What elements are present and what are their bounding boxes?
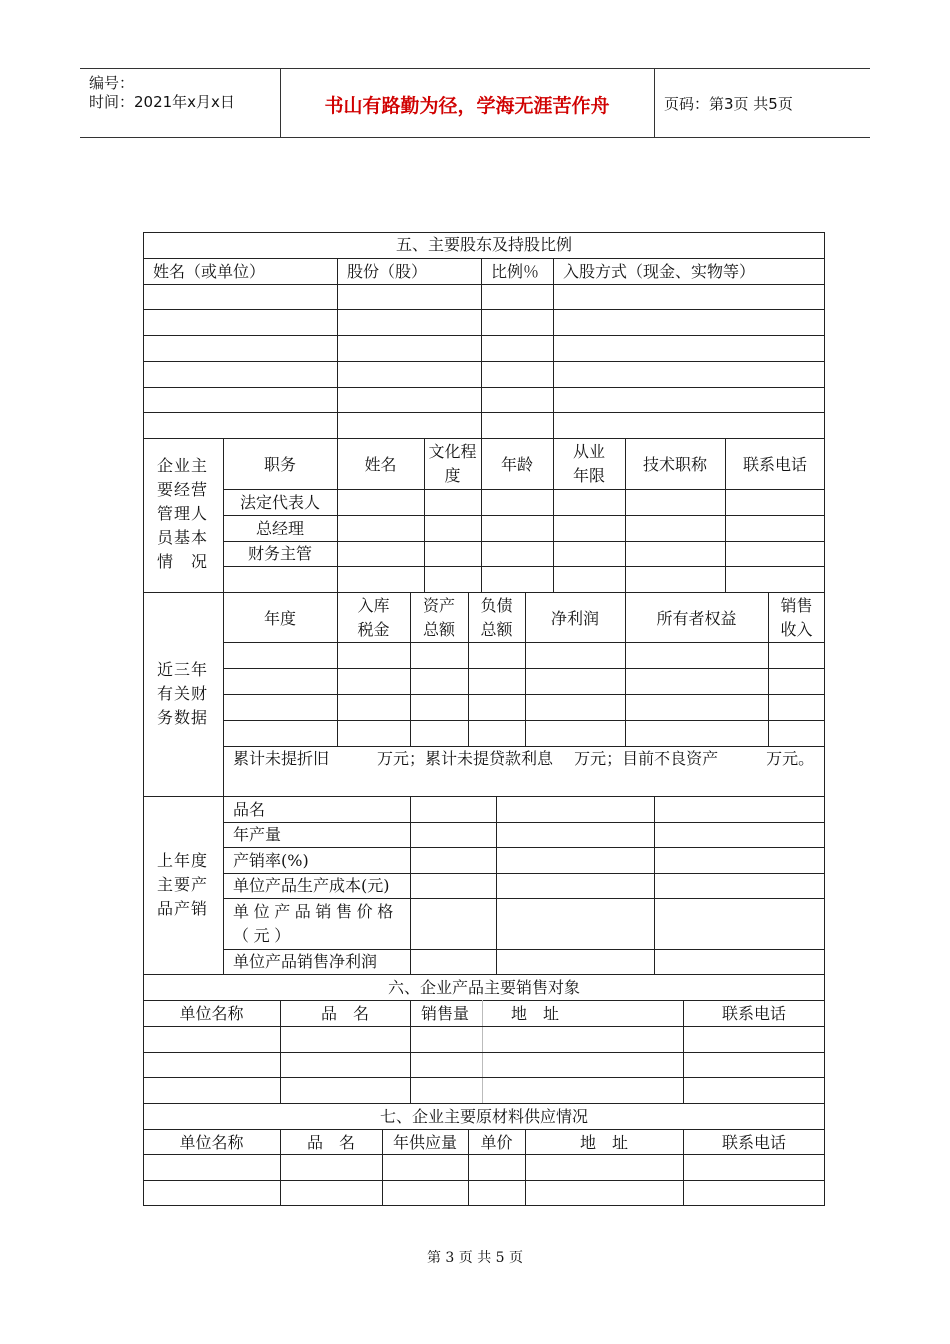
rule — [143, 796, 825, 797]
section5-col-ratio: 比例％ — [491, 262, 540, 281]
rule — [223, 642, 825, 643]
rule — [481, 258, 482, 438]
row-general-manager: 总经理 — [255, 519, 304, 538]
rule — [223, 694, 825, 695]
border-left — [143, 232, 144, 1206]
rule — [223, 489, 825, 490]
section5-col-method: 入股方式（现金、实物等） — [563, 262, 756, 281]
management-side-label: 企业主要经营管理人员基本情 况 — [157, 456, 209, 571]
finance-col-profit: 净利润 — [550, 609, 599, 628]
document-time-label: 时间：2021年x月x日 — [89, 93, 235, 111]
header-page-info: 页码：第3页 共5页 — [664, 95, 793, 113]
page-header — [80, 68, 870, 138]
section6-col-product: 品 名 — [320, 1004, 369, 1023]
rule — [143, 309, 825, 310]
rule — [143, 1026, 825, 1027]
products-row-profit: 单位产品销售净利润 — [233, 952, 378, 971]
management-col-phone: 联系电话 — [742, 455, 807, 474]
section7-col-unit: 单位名称 — [179, 1133, 244, 1152]
section6-col-phone: 联系电话 — [721, 1004, 786, 1023]
management-col-position: 职务 — [263, 455, 296, 474]
rule — [143, 1129, 825, 1130]
rule — [223, 898, 825, 899]
rule — [223, 822, 825, 823]
rule — [223, 668, 825, 669]
management-col-title: 技术职称 — [642, 455, 707, 474]
rule — [143, 387, 825, 388]
products-row-ratio: 产销率(%) — [233, 851, 309, 870]
section6-col-address: 地 址 — [511, 1004, 560, 1023]
border-right — [824, 232, 825, 1206]
rule — [143, 412, 825, 413]
section7-col-phone: 联系电话 — [721, 1133, 786, 1152]
document-number-label: 编号： — [89, 74, 135, 92]
finance-note: 累计未提折旧 万元；累计未提贷款利息 万元；目前不良资产 万元。 — [233, 749, 815, 768]
products-row-cost: 单位产品生产成本(元) — [233, 876, 390, 895]
products-row-price: 单位产品销售价格（元） — [233, 902, 398, 945]
products-row-output: 年产量 — [233, 825, 282, 844]
rule — [143, 1077, 825, 1078]
rule — [143, 974, 825, 975]
rule — [223, 847, 825, 848]
header-meta — [80, 69, 280, 137]
rule — [223, 720, 825, 721]
products-row-name: 品名 — [233, 800, 266, 819]
section7-col-address: 地 址 — [579, 1133, 628, 1152]
finance-col-tax: 入库税金 — [357, 596, 390, 639]
section7-col-supply: 年供应量 — [392, 1133, 457, 1152]
rule — [143, 335, 825, 336]
section6-col-volume: 销售量 — [421, 1004, 470, 1023]
finance-col-assets: 资产总额 — [422, 596, 455, 639]
header-motto: 书山有路勤为径，学海无涯苦作舟 — [324, 95, 610, 117]
rule — [143, 592, 825, 593]
finance-col-liabilities: 负债总额 — [480, 596, 513, 639]
rule — [143, 361, 825, 362]
rule — [143, 1154, 825, 1155]
management-col-experience: 从业年限 — [572, 442, 605, 485]
rule — [143, 284, 825, 285]
section7-title: 七、企业主要原材料供应情况 — [379, 1107, 588, 1126]
page-footer: 第 3 页 共 5 页 — [426, 1250, 524, 1266]
border-bottom — [143, 1205, 825, 1206]
section5-col-name: 姓名（或单位） — [153, 262, 266, 281]
section6-title: 六、企业产品主要销售对象 — [387, 978, 580, 997]
section7-col-product: 品 名 — [306, 1133, 355, 1152]
management-col-age: 年龄 — [500, 455, 533, 474]
finance-col-year: 年度 — [263, 609, 296, 628]
rule — [143, 438, 825, 439]
management-col-education: 文化程度 — [428, 442, 477, 485]
rule — [553, 258, 554, 438]
rule — [143, 1000, 825, 1001]
section5-title: 五、主要股东及持股比例 — [395, 235, 572, 254]
header-divider — [280, 69, 281, 137]
section5-col-shares: 股份（股） — [347, 262, 428, 281]
finance-col-equity: 所有者权益 — [656, 609, 737, 628]
section7-col-price: 单价 — [480, 1133, 513, 1152]
management-col-name: 姓名 — [364, 455, 397, 474]
row-finance-manager: 财务主管 — [247, 544, 312, 563]
products-side-label: 上年度主要产品产销 — [157, 851, 209, 918]
row-legal-representative: 法定代表人 — [239, 493, 320, 512]
rule — [337, 258, 338, 438]
rule — [143, 1103, 825, 1104]
finance-side-label: 近三年有关财务数据 — [157, 660, 209, 727]
finance-col-sales: 销售收入 — [780, 596, 813, 639]
section6-col-unit: 单位名称 — [179, 1004, 244, 1023]
rule — [223, 566, 825, 567]
rule — [143, 1180, 825, 1181]
company-info-form — [143, 232, 825, 1206]
rule — [223, 515, 825, 516]
rule — [143, 258, 825, 259]
header-divider — [654, 69, 655, 137]
rule — [143, 1052, 825, 1053]
